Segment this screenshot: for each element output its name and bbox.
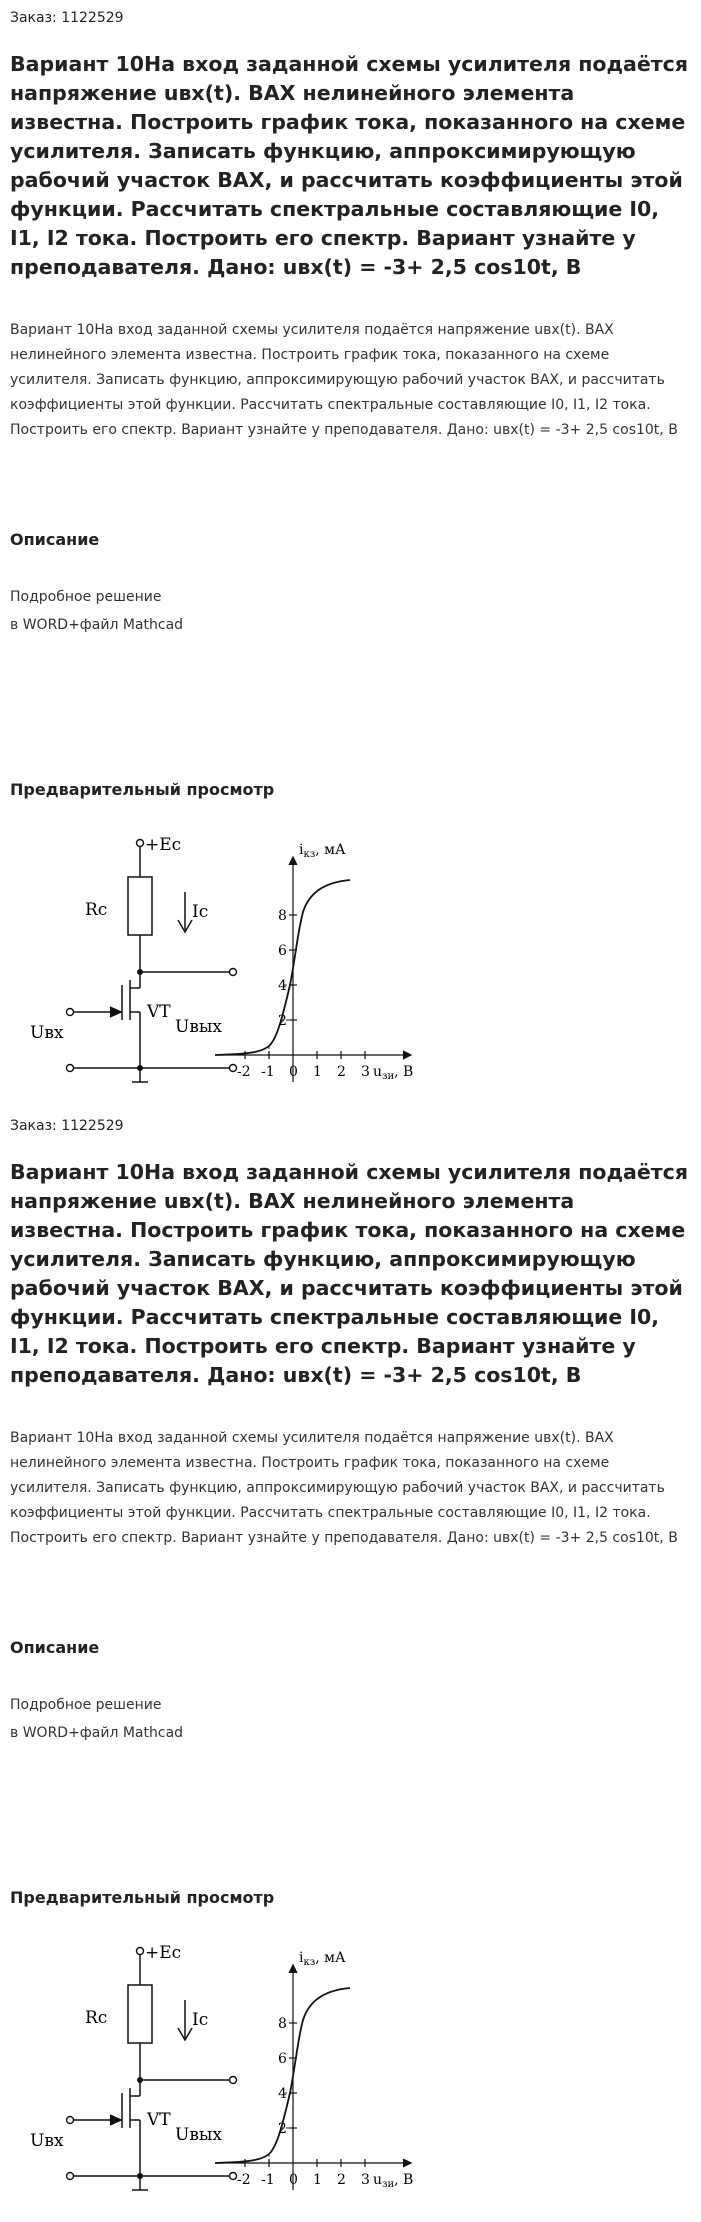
svg-text:4: 4 xyxy=(278,978,287,994)
input-label: Uвх xyxy=(30,1023,64,1043)
svg-text:6: 6 xyxy=(278,2051,287,2067)
task-card xyxy=(0,1108,701,2218)
preview-image xyxy=(10,820,570,1110)
svg-text:2: 2 xyxy=(337,2172,346,2188)
svg-text:8: 8 xyxy=(278,2016,287,2032)
solution-line-2: в WORD+файл Mathcad xyxy=(10,1725,184,1741)
svg-text:uзи, В: $u_{зи}$, В xyxy=(373,2172,414,2190)
preview-image xyxy=(10,1928,570,2218)
current-label: Ic xyxy=(192,2010,209,2030)
section-heading-description: Описание xyxy=(10,1638,100,1657)
svg-text:iкз, мА: $i_{кз}$, мА xyxy=(299,842,346,860)
svg-text:2: 2 xyxy=(278,2121,287,2137)
resistor-label: Rc xyxy=(85,900,108,920)
svg-text:-1: -1 xyxy=(261,1064,275,1080)
task-card xyxy=(0,0,701,1110)
svg-text:1: 1 xyxy=(313,1064,322,1080)
solution-line-1: Подробное решение xyxy=(10,1697,162,1713)
svg-text:0: 0 xyxy=(289,1064,298,1080)
svg-text:3: 3 xyxy=(361,2172,370,2188)
current-label: Ic xyxy=(192,902,209,922)
amplifier-circuit-and-graph xyxy=(10,1928,570,2218)
input-label: Uвх xyxy=(30,2131,64,2151)
svg-text:2: 2 xyxy=(278,1013,287,1029)
task-title: Вариант 10На вход заданной схемы усилителя подаётся напряжение uвх(t). ВАХ нелинейного элемента известна. Построить график тока, показанного на схеме усилителя. Записать функцию, аппроксимирующую рабочий участок ВАХ, и рассчитать коэффициенты этой функции. Рассчитать спектральные составляющие I0, I1, I2 тока. Построить его спектр. Вариант узнайте у преподавателя. Дано: uвх(t) = -3+ 2,5 cos10t, В xyxy=(10,52,688,279)
svg-text:8: 8 xyxy=(278,908,287,924)
order-number: Заказ: 1122529 xyxy=(10,10,124,26)
svg-text:1: 1 xyxy=(313,2172,322,2188)
supply-label: +Ec xyxy=(145,1943,182,1963)
order-number: Заказ: 1122529 xyxy=(10,1118,124,1134)
svg-text:-2: -2 xyxy=(237,2172,251,2188)
svg-text:6: 6 xyxy=(278,943,287,959)
task-description: Вариант 10На вход заданной схемы усилителя подаётся напряжение uвх(t). ВАХ нелинейного элемента известна. Построить график тока, показанного на схеме усилителя. Записать функцию, аппроксимирующую рабочий участок ВАХ, и рассчитать коэффициенты этой функции. Рассчитать спектральные составляющие I0, I1, I2 тока. Построить его спектр. Вариант узнайте у преподавателя. Дано: uвх(t) = -3+ 2,5 cos10t, В xyxy=(10,322,678,438)
task-title: Вариант 10На вход заданной схемы усилителя подаётся напряжение uвх(t). ВАХ нелинейного элемента известна. Построить график тока, показанного на схеме усилителя. Записать функцию, аппроксимирующую рабочий участок ВАХ, и рассчитать коэффициенты этой функции. Рассчитать спектральные составляющие I0, I1, I2 тока. Построить его спектр. Вариант узнайте у преподавателя. Дано: uвх(t) = -3+ 2,5 cos10t, В xyxy=(10,1160,688,1387)
svg-text:3: 3 xyxy=(361,1064,370,1080)
resistor-label: Rc xyxy=(85,2008,108,2028)
transistor-label: VT xyxy=(147,1002,171,1022)
svg-text:-1: -1 xyxy=(261,2172,275,2188)
supply-label: +Ec xyxy=(145,835,182,855)
section-heading-description: Описание xyxy=(10,530,100,549)
svg-text:2: 2 xyxy=(337,1064,346,1080)
solution-line-1: Подробное решение xyxy=(10,589,162,605)
output-label: Uвых xyxy=(175,2125,223,2145)
amplifier-circuit-and-graph xyxy=(10,820,570,1110)
task-description: Вариант 10На вход заданной схемы усилителя подаётся напряжение uвх(t). ВАХ нелинейного элемента известна. Построить график тока, показанного на схеме усилителя. Записать функцию, аппроксимирующую рабочий участок ВАХ, и рассчитать коэффициенты этой функции. Рассчитать спектральные составляющие I0, I1, I2 тока. Построить его спектр. Вариант узнайте у преподавателя. Дано: uвх(t) = -3+ 2,5 cos10t, В xyxy=(10,1430,678,1546)
section-heading-preview: Предварительный просмотр xyxy=(10,1888,275,1907)
svg-text:-2: -2 xyxy=(237,1064,251,1080)
svg-text:0: 0 xyxy=(289,2172,298,2188)
svg-text:uзи, В: $u_{зи}$, В xyxy=(373,1064,414,1082)
svg-text:iкз, мА: $i_{кз}$, мА xyxy=(299,1950,346,1968)
svg-text:4: 4 xyxy=(278,2086,287,2102)
transistor-label: VT xyxy=(147,2110,171,2130)
solution-line-2: в WORD+файл Mathcad xyxy=(10,617,184,633)
section-heading-preview: Предварительный просмотр xyxy=(10,780,275,799)
output-label: Uвых xyxy=(175,1017,223,1037)
